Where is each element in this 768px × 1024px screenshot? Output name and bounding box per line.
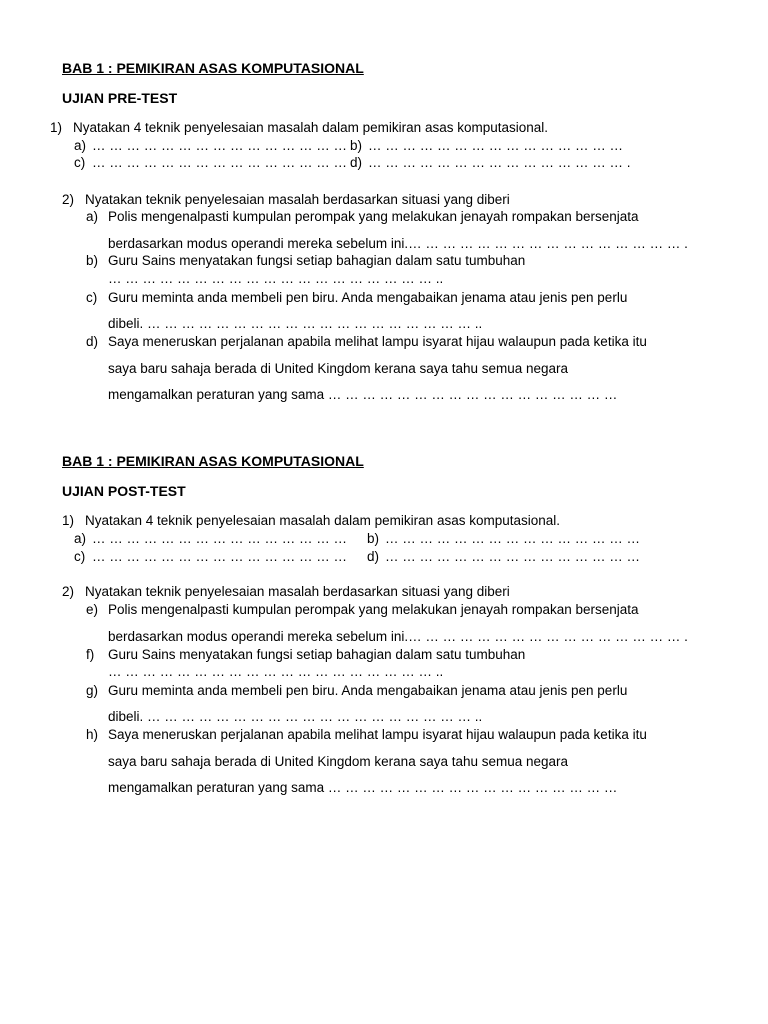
question-text: Nyatakan 4 teknik penyelesaian masalah dalam pemikiran asas komputasional.: [73, 120, 549, 135]
item-text: Polis mengenalpasti kumpulan perompak yang melakukan jenayah rompakan bersenjata: [108, 602, 639, 617]
item-label: c): [86, 290, 98, 305]
item-label: g): [86, 683, 99, 698]
item-text: … … … … … … … … … … … … … … … … … … … ..: [108, 664, 444, 679]
item-label: b): [86, 253, 99, 268]
item-text: Guru Sains menyatakan fungsi setiap bahagian dalam satu tumbuhan: [108, 253, 526, 268]
chapter-title: BAB 1 : PEMIKIRAN ASAS KOMPUTASIONAL: [62, 453, 364, 469]
item-label: e): [86, 602, 99, 617]
item-text: Saya meneruskan perjalanan apabila melihat lampu isyarat hijau walaupun pada ketika itu: [108, 334, 647, 349]
item-label: f): [86, 647, 95, 662]
item-label: d): [86, 334, 99, 349]
answer-label: c): [74, 549, 86, 564]
question-number: 1): [62, 513, 75, 528]
question-text: Nyatakan teknik penyelesaian masalah berdasarkan situasi yang diberi: [85, 584, 510, 599]
item-text: Guru Sains menyatakan fungsi setiap bahagian dalam satu tumbuhan: [108, 647, 526, 662]
question-text: Nyatakan 4 teknik penyelesaian masalah dalam pemikiran asas komputasional.: [85, 513, 561, 528]
item-text: dibeli. … … … … … … … … … … … … … … … … … … … ..: [108, 316, 483, 331]
item-text: mengamalkan peraturan yang sama … … … … … … … … … … … … … … … … …: [108, 387, 618, 402]
item-text: berdasarkan modus operandi mereka sebelum ini.… … … … … … … … … … … … … … … … .: [108, 236, 688, 251]
answer-label: c): [74, 155, 86, 170]
test-title: UJIAN POST-TEST: [62, 483, 186, 499]
answer-blank: … … … … … … … … … … … … … … …: [92, 138, 348, 153]
answer-blank: … … … … … … … … … … … … … … … .: [368, 155, 631, 170]
question-text: Nyatakan teknik penyelesaian masalah berdasarkan situasi yang diberi: [85, 192, 510, 207]
answer-blank: … … … … … … … … … … … … … … …: [385, 549, 641, 564]
item-text: Polis mengenalpasti kumpulan perompak yang melakukan jenayah rompakan bersenjata: [108, 209, 639, 224]
answer-label: a): [74, 138, 87, 153]
answer-blank: … … … … … … … … … … … … … … …: [92, 531, 348, 546]
item-text: Guru meminta anda membeli pen biru. Anda mengabaikan jenama atau jenis pen perlu: [108, 683, 628, 698]
item-text: dibeli. … … … … … … … … … … … … … … … … … … … ..: [108, 709, 483, 724]
answer-blank: … … … … … … … … … … … … … … …: [368, 138, 624, 153]
answer-blank: … … … … … … … … … … … … … … …: [385, 531, 641, 546]
item-label: a): [86, 209, 99, 224]
test-title: UJIAN PRE-TEST: [62, 90, 178, 106]
item-text: Saya meneruskan perjalanan apabila melihat lampu isyarat hijau walaupun pada ketika itu: [108, 727, 647, 742]
answer-label: a): [74, 531, 87, 546]
answer-label: d): [367, 549, 380, 564]
question-number: 2): [62, 584, 75, 599]
item-label: h): [86, 727, 99, 742]
answer-blank: … … … … … … … … … … … … … … …: [92, 155, 348, 170]
item-text: saya baru sahaja berada di United Kingdom kerana saya tahu semua negara: [108, 754, 569, 769]
item-text: saya baru sahaja berada di United Kingdom kerana saya tahu semua negara: [108, 361, 569, 376]
item-text: mengamalkan peraturan yang sama … … … … … … … … … … … … … … … … …: [108, 780, 618, 795]
answer-label: b): [367, 531, 380, 546]
answer-blank: … … … … … … … … … … … … … … …: [92, 549, 348, 564]
question-number: 2): [62, 192, 75, 207]
item-text: berdasarkan modus operandi mereka sebelum ini.… … … … … … … … … … … … … … … … .: [108, 629, 688, 644]
question-number: 1): [50, 120, 63, 135]
chapter-title: BAB 1 : PEMIKIRAN ASAS KOMPUTASIONAL: [62, 60, 364, 76]
item-text: … … … … … … … … … … … … … … … … … … … ..: [108, 271, 444, 286]
answer-label: b): [350, 138, 363, 153]
answer-label: d): [350, 155, 363, 170]
item-text: Guru meminta anda membeli pen biru. Anda mengabaikan jenama atau jenis pen perlu: [108, 290, 628, 305]
